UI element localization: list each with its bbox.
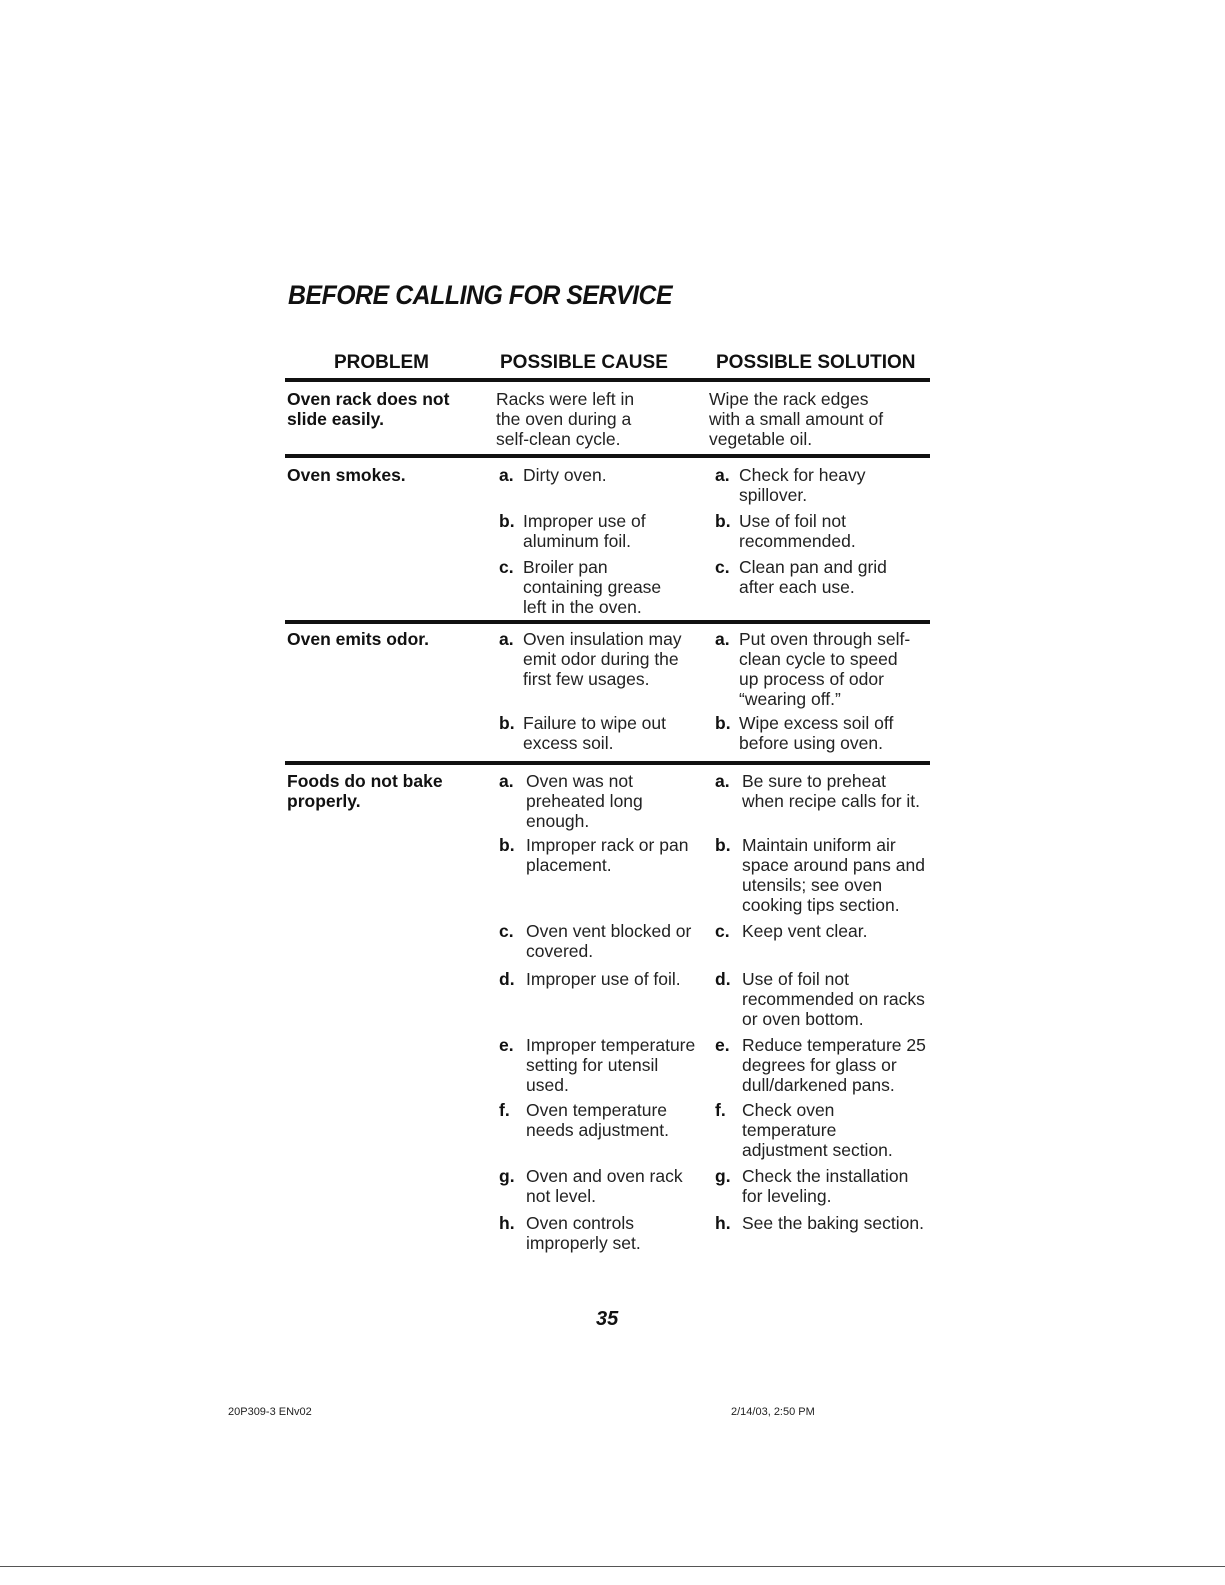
solution-item: [715, 1213, 935, 1233]
item-letter: a.: [499, 771, 514, 791]
table-rule: [285, 761, 930, 765]
cause-item: [499, 465, 669, 485]
item-text: Reduce temperature 25 degrees for glass or dull/darkened pans.: [742, 1035, 926, 1095]
solution-item: [715, 713, 920, 753]
item-letter: d.: [715, 969, 731, 989]
solution-item: [715, 969, 925, 1029]
item-text: Clean pan and grid after each use.: [739, 557, 887, 597]
header-problem: PROBLEM: [334, 352, 429, 373]
cause-item: [499, 1166, 704, 1206]
item-letter: h.: [499, 1213, 515, 1233]
solution-item: [715, 771, 930, 811]
item-letter: b.: [715, 835, 731, 855]
item-text: Improper temperature setting for utensil used.: [526, 1035, 696, 1095]
item-letter: a.: [715, 771, 730, 791]
item-text: Dirty oven.: [523, 465, 607, 485]
solution-item: [715, 629, 915, 709]
footer-timestamp: 2/14/03, 2:50 PM: [731, 1406, 815, 1418]
problem-rack: Oven rack does not slide easily.: [287, 389, 450, 429]
solution-item: [715, 557, 905, 597]
scan-edge-line: [0, 1566, 1225, 1567]
cause-item: [499, 511, 669, 551]
item-letter: a.: [499, 629, 514, 649]
cause-item: [499, 1213, 679, 1253]
problem-smokes: Oven smokes.: [287, 465, 406, 485]
item-letter: b.: [499, 835, 515, 855]
cause-item: [499, 835, 709, 875]
item-text: Check for heavy spillover.: [739, 465, 866, 505]
solution-item: [715, 921, 930, 941]
table-rule: [285, 454, 930, 458]
problem-bake: Foods do not bake properly.: [287, 771, 443, 811]
item-text: See the baking section.: [742, 1213, 924, 1233]
item-text: Improper use of foil.: [526, 969, 681, 989]
item-text: Oven insulation may emit odor during the first few usages.: [523, 629, 682, 689]
item-letter: c.: [499, 557, 514, 577]
item-letter: c.: [715, 557, 730, 577]
cause-rack: Racks were left in the oven during a self-clean cycle.: [496, 389, 635, 449]
item-text: Broiler pan containing grease left in the oven.: [523, 557, 662, 617]
cause-item: [499, 969, 709, 989]
solution-item: [715, 511, 885, 551]
item-text: Oven and oven rack not level.: [526, 1166, 683, 1206]
item-letter: b.: [715, 713, 731, 733]
item-text: Improper use of aluminum foil.: [523, 511, 646, 551]
header-solution: POSSIBLE SOLUTION: [716, 352, 916, 373]
solution-item: [715, 465, 885, 505]
item-text: Keep vent clear.: [742, 921, 868, 941]
solution-item: [715, 835, 930, 915]
item-letter: c.: [499, 921, 514, 941]
item-text: Maintain uniform air space around pans and utensils; see oven cooking tips section.: [742, 835, 925, 915]
cause-item: [499, 1100, 699, 1140]
item-letter: h.: [715, 1213, 731, 1233]
item-letter: e.: [499, 1035, 514, 1055]
item-letter: a.: [499, 465, 514, 485]
item-text: Use of foil not recommended.: [739, 511, 856, 551]
cause-item: [499, 557, 679, 617]
item-text: Check oven temperature adjustment section.: [742, 1100, 893, 1160]
item-text: Be sure to preheat when recipe calls for it.: [742, 771, 920, 811]
cause-item: [499, 713, 699, 753]
item-letter: b.: [715, 511, 731, 531]
item-letter: a.: [715, 465, 730, 485]
page-number: 35: [596, 1308, 619, 1330]
page-title: BEFORE CALLING FOR SERVICE: [288, 280, 673, 310]
item-letter: f.: [715, 1100, 726, 1120]
cause-item: [499, 921, 709, 961]
item-text: Failure to wipe out excess soil.: [523, 713, 666, 753]
item-text: Oven temperature needs adjustment.: [526, 1100, 670, 1140]
item-letter: d.: [499, 969, 515, 989]
header-cause: POSSIBLE CAUSE: [500, 352, 668, 373]
item-text: Improper rack or pan placement.: [526, 835, 689, 875]
solution-item: [715, 1035, 930, 1095]
item-letter: a.: [715, 629, 730, 649]
item-text: Use of foil not recommended on racks or oven bottom.: [742, 969, 925, 1029]
item-letter: b.: [499, 713, 515, 733]
solution-item: [715, 1100, 900, 1160]
item-letter: c.: [715, 921, 730, 941]
item-letter: e.: [715, 1035, 730, 1055]
item-text: Wipe excess soil off before using oven.: [739, 713, 894, 753]
item-text: Oven was not preheated long enough.: [526, 771, 643, 831]
item-text: Check the installation for leveling.: [742, 1166, 909, 1206]
cause-item: [499, 1035, 699, 1095]
item-letter: b.: [499, 511, 515, 531]
cause-item: [499, 629, 699, 689]
solution-rack: Wipe the rack edges with a small amount of vegetable oil.: [709, 389, 884, 449]
cause-item: [499, 771, 689, 831]
item-letter: g.: [715, 1166, 731, 1186]
item-letter: f.: [499, 1100, 510, 1120]
solution-item: [715, 1166, 930, 1206]
table-rule: [285, 620, 930, 624]
footer-doc-id: 20P309-3 ENv02: [228, 1406, 312, 1418]
problem-odor: Oven emits odor.: [287, 629, 429, 649]
item-letter: g.: [499, 1166, 515, 1186]
item-text: Oven controls improperly set.: [526, 1213, 641, 1253]
item-text: Oven vent blocked or covered.: [526, 921, 692, 961]
table-rule: [285, 378, 930, 382]
item-text: Put oven through self-clean cycle to speed up process of odor “wearing off.”: [739, 629, 911, 709]
